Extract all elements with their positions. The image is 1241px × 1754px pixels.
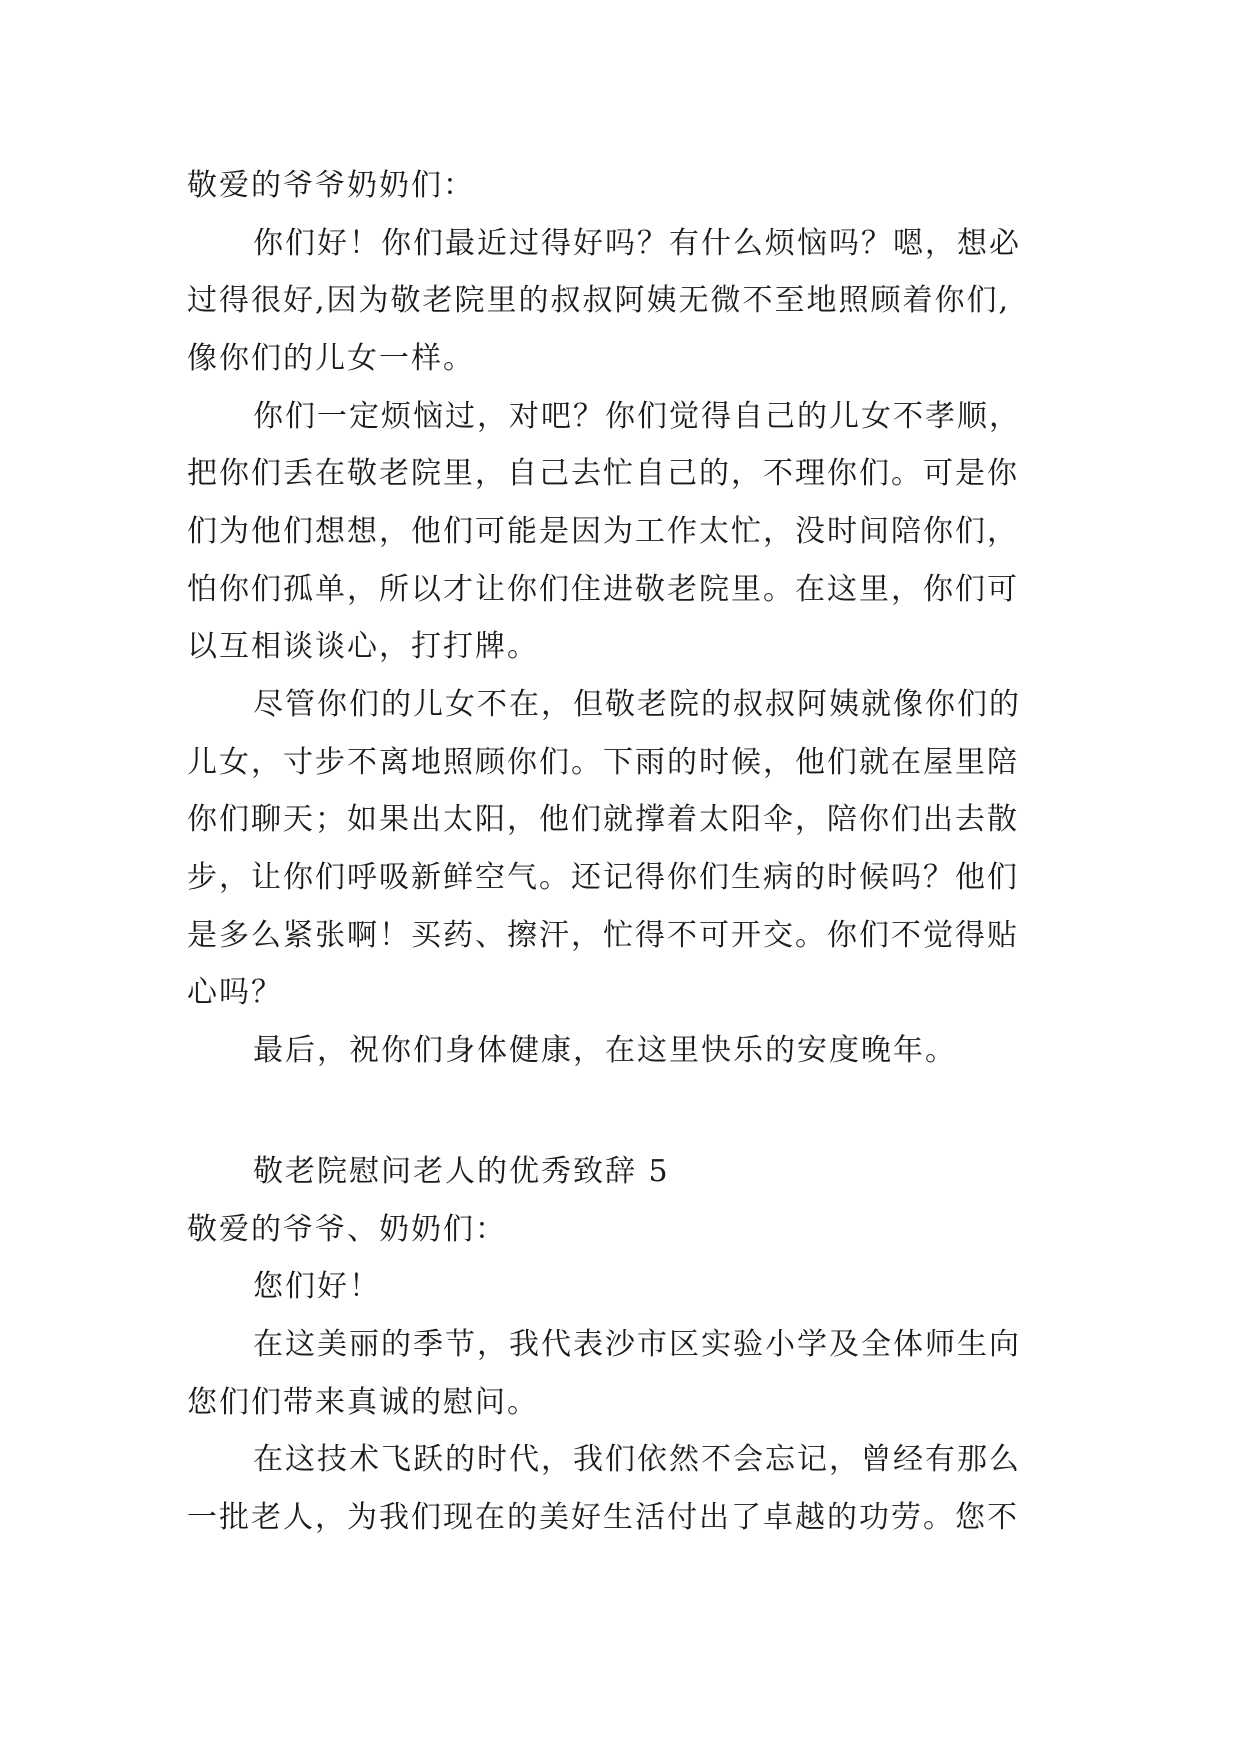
paragraph-line: 在这美丽的季节，我代表沙市区实验小学及全体师生向 — [253, 1327, 1021, 1362]
salutation-line: 敬爱的爷爷、奶奶们： — [187, 1212, 507, 1247]
paragraph-line: 你们聊天；如果出太阳，他们就撑着太阳伞，陪你们出去散 — [187, 802, 1019, 837]
paragraph-line: 怕你们孤单，所以才让你们住进敬老院里。在这里，你们可 — [187, 572, 1019, 607]
paragraph-line: 步，让你们呼吸新鲜空气。还记得你们生病的时候吗？他们 — [187, 860, 1019, 895]
paragraph-line: 心吗？ — [187, 975, 283, 1010]
paragraph-line: 们为他们想想，他们可能是因为工作太忙，没时间陪你们， — [187, 514, 1019, 549]
paragraph-line: 是多么紧张啊！买药、擦汗，忙得不可开交。你们不觉得贴 — [187, 918, 1019, 953]
paragraph-line: 在这技术飞跃的时代，我们依然不会忘记，曾经有那么 — [253, 1442, 1021, 1477]
salutation-line: 敬爱的爷爷奶奶们： — [187, 168, 475, 203]
paragraph-line: 你们好！你们最近过得好吗？有什么烦恼吗？嗯，想必 — [253, 226, 1021, 261]
section-heading: 敬老院慰问老人的优秀致辞 5 — [253, 1154, 670, 1189]
paragraph-line: 最后，祝你们身体健康，在这里快乐的安度晚年。 — [253, 1033, 957, 1068]
paragraph-line: 您们们带来真诚的慰问。 — [187, 1385, 539, 1420]
paragraph-line: 过得很好,因为敬老院里的叔叔阿姨无微不至地照顾着你们, — [187, 283, 1011, 318]
paragraph-line: 把你们丢在敬老院里，自己去忙自己的，不理你们。可是你 — [187, 456, 1019, 491]
paragraph-line: 你们一定烦恼过，对吧？你们觉得自己的儿女不孝顺， — [253, 399, 1021, 434]
paragraph-line: 像你们的儿女一样。 — [187, 341, 475, 376]
paragraph-line: 以互相谈谈心，打打牌。 — [187, 629, 539, 664]
greeting-line: 您们好！ — [253, 1269, 381, 1304]
paragraph-line: 尽管你们的儿女不在，但敬老院的叔叔阿姨就像你们的 — [253, 687, 1021, 722]
paragraph-line: 儿女，寸步不离地照顾你们。下雨的时候，他们就在屋里陪 — [187, 745, 1019, 780]
paragraph-line: 一批老人，为我们现在的美好生活付出了卓越的功劳。您不 — [187, 1500, 1019, 1535]
